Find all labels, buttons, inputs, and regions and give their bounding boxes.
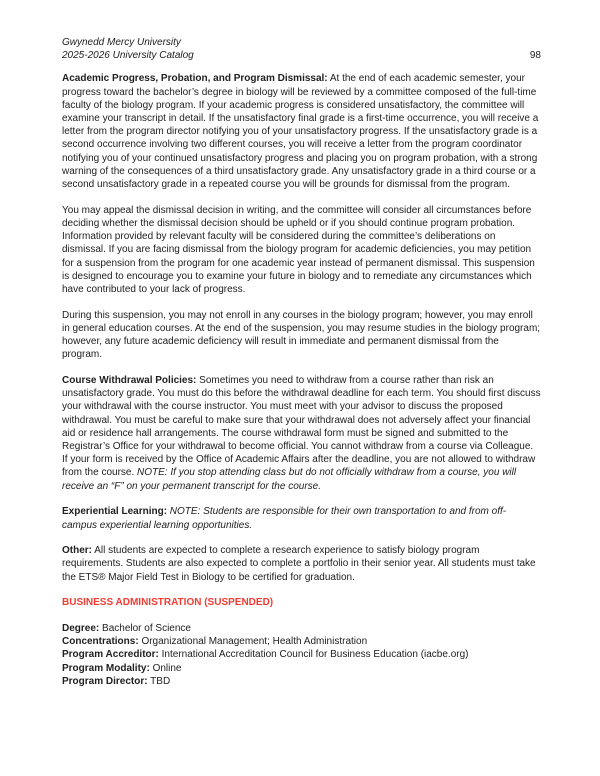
detail-value: Bachelor of Science: [99, 623, 191, 635]
paragraph-suspension: [62, 309, 541, 362]
detail-value: Online: [149, 662, 182, 674]
detail-value: Organizational Management; Health Administration: [138, 636, 368, 648]
detail-label: Program Modality:: [62, 662, 150, 674]
detail-label: Degree:: [62, 623, 100, 635]
course-withdrawal-body: Sometimes you need to withdraw from a course rather than risk an unsatisfactory grade. You must do this before the withdrawal deadline for each term. You should first discuss your withdrawal with the course instructor. You must meet with your advisor to discuss the proposed withdrawal. You must be careful to make sure that your withdrawal does not adversely affect your financial aid or residence hall arrangements. The course withdrawal form must be signed and submitted to the Registrar’s Office for your withdrawal to become official. You cannot withdraw from a course via Colleague. If your form is received by the Office of Academic Affairs after the deadline, you are not allowed to withdraw from the course.: [62, 374, 541, 479]
detail-label: Program Accreditor:: [62, 649, 159, 661]
appeal-body: You may appeal the dismissal decision in writing, and the committee will consider all circumstances before deciding whether the dismissal decision should be upheld or if you should continue program probation. Information provided by relevant faculty will be considered during the committee’s deliberations on dismissal. If you are facing dismissal from the biology program for academic deficiencies, you may petition for a suspension from the program for one academic year instead of permanent dismissal. This suspension is designed to encourage you to examine your future in biology and to remediate any circumstances which have contributed to your lack of progress.: [62, 204, 535, 295]
page-number: 98: [529, 50, 541, 62]
detail-value: TBD: [147, 675, 171, 687]
program-detail-concentrations: [62, 635, 541, 648]
catalog-title: 2025-2026 University Catalog: [62, 50, 194, 62]
program-detail-accreditor: [62, 648, 541, 661]
program-details: [62, 622, 541, 688]
paragraph-experiential-learning: [62, 505, 541, 531]
course-withdrawal-lead: Course Withdrawal Policies:: [62, 374, 197, 386]
page-header: [62, 36, 541, 62]
detail-label: Concentrations:: [62, 636, 139, 648]
other-lead: Other:: [62, 545, 92, 557]
detail-label: Program Director:: [62, 675, 148, 687]
other-body: All students are expected to complete a research experience to satisfy biology program requirements. Students are also expected to complete a portfolio in their senior year. All students must take the ETS® Major Field Test in Biology to be certified for graduation.: [62, 545, 536, 583]
academic-progress-body: At the end of each academic semester, your progress toward the bachelor’s degree in biology will be reviewed by a committee composed of the full-time faculty of the biology program. If your academic progress is considered unsatisfactory, the committee will examine your transcript in detail. If the unsatisfactory final grade is a first-time occurrence, you will receive a letter from the program director notifying you of your unsatisfactory progress. If the unsatisfactory grade is a second occurrence involving two different courses, you will receive a letter from the program coordinator notifying you of your continued unsatisfactory progress and placing you on program probation, with a strong warning of the consequences of a third unsatisfactory grade. Any unsatisfactory grade in a third course or a second unsatisfactory grade in a repeated course you will be grounds for dismissal from the program.: [62, 73, 539, 191]
course-withdrawal-note: NOTE: If you stop attending class but do not officially withdraw from a course, you will receive an “F” on your permanent transcript for the course.: [62, 467, 517, 492]
paragraph-appeal: [62, 204, 541, 296]
paragraph-academic-progress: [62, 72, 541, 191]
program-detail-degree: [62, 622, 541, 635]
program-detail-director: [62, 675, 541, 688]
experiential-learning-note: NOTE: Students are responsible for their own transportation to and from off-campus experiential learning opportunities.: [62, 506, 507, 531]
paragraph-other: [62, 544, 541, 584]
suspended-program-heading: BUSINESS ADMINISTRATION (SUSPENDED): [62, 597, 274, 609]
program-detail-modality: [62, 662, 541, 675]
suspension-body: During this suspension, you may not enroll in any courses in the biology program; however, you may enroll in general education courses. At the end of the suspension, you may resume studies in the biology program; however, any future academic deficiency will result in immediate and permanent dismissal from the program.: [62, 309, 541, 361]
paragraph-course-withdrawal: [62, 374, 541, 493]
academic-progress-lead: Academic Progress, Probation, and Program Dismissal:: [62, 73, 328, 85]
detail-value: International Accreditation Council for Business Education (iacbe.org): [158, 649, 469, 661]
university-name: Gwynedd Mercy University: [62, 37, 181, 48]
experiential-learning-lead: Experiential Learning:: [62, 506, 168, 518]
header-left: [62, 36, 194, 62]
